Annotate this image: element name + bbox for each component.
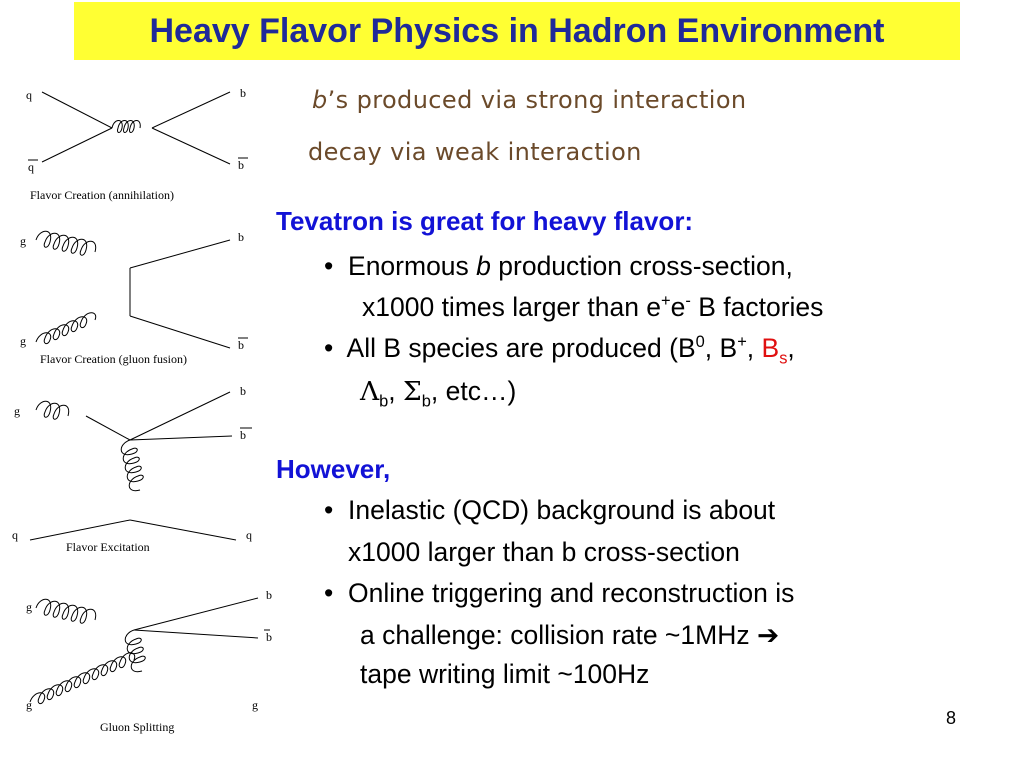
d2-caption: Flavor Creation (gluon fusion) (40, 352, 187, 366)
d3-label-g: g (14, 404, 20, 418)
intro-line-1-text: ’s produced via strong interaction (327, 86, 747, 114)
however-b2-l1: Online triggering and reconstruction is (348, 578, 795, 608)
page-number: 8 (946, 708, 957, 728)
d1-label-bbar: b (238, 158, 244, 172)
however-heading: However, (276, 454, 391, 484)
d4-caption: Gluon Splitting (100, 720, 175, 734)
diagram-annihilation (28, 92, 248, 164)
however-bullet-1 (324, 497, 775, 524)
b1l2-sup1: + (661, 292, 671, 311)
tevatron-bullet-2 (324, 333, 795, 368)
intro-b-italic: b (312, 86, 328, 114)
intro-line-2: decay via weak interaction (308, 138, 642, 166)
b2-supplus: + (737, 333, 747, 352)
intro-line-1 (312, 86, 747, 114)
d4-label-g-top: g (26, 600, 32, 614)
d4-label-g-left: g (26, 698, 32, 712)
d3-label-b: b (240, 384, 246, 398)
b2-mid: , B (704, 333, 738, 363)
d2-label-g-bottom: g (20, 334, 26, 348)
b2-pre: All B species are produced (B (346, 333, 696, 363)
diagram-gluon-fusion (36, 231, 248, 348)
d3-label-q-left: q (12, 528, 18, 542)
b2-end: , (787, 333, 795, 363)
sigma-symbol: Σ (403, 376, 422, 407)
d3-caption: Flavor Excitation (66, 540, 150, 554)
bullet-symbol: • (324, 578, 334, 608)
bullet-1-text: Enormous (348, 251, 477, 281)
tevatron-bullet-1-line-2 (362, 294, 823, 321)
b2-comma: , (746, 333, 762, 363)
tevatron-bullet-1 (324, 253, 793, 280)
tevatron-bullet-2-line-2 (360, 376, 517, 411)
bs-highlight (761, 333, 788, 368)
d1-label-b-top: b (240, 86, 246, 100)
lambda-symbol: Λ (360, 376, 380, 407)
d1-label-q-top: q (26, 88, 32, 102)
lambda-sub: b (379, 392, 389, 411)
d4-label-b: b (266, 588, 272, 602)
d1-caption: Flavor Creation (annihilation) (30, 188, 174, 202)
feynman-diagrams (0, 0, 270, 768)
diagram-gluon-splitting (30, 598, 270, 704)
bullet-1-text-end: production cross-section, (490, 251, 793, 281)
slide-title: Heavy Flavor Physics in Hadron Environment (149, 12, 885, 50)
d2-label-b-top: b (238, 230, 244, 244)
bullet-symbol: • (324, 251, 334, 281)
tevatron-heading: Tevatron is great for heavy flavor: (276, 206, 694, 236)
d2-label-g-top: g (20, 234, 26, 248)
d4-label-g-right: g (252, 698, 258, 712)
bullet-1-b: b (476, 251, 491, 281)
bullet-symbol: • (324, 333, 334, 363)
b1l2-mid: e (670, 292, 686, 322)
however-bullet-2 (324, 580, 794, 607)
d2-label-bbar: b (238, 338, 244, 352)
d4-label-bbar: b (266, 630, 272, 644)
bs-letter: B (761, 333, 780, 363)
bs-sub: s (779, 349, 788, 368)
b2-sup0: 0 (695, 333, 705, 352)
b1l2-post: B factories (690, 292, 824, 322)
however-b2-l3: tape writing limit ~100Hz (360, 659, 650, 689)
however-b1-l1: Inelastic (QCD) background is about (348, 495, 776, 525)
sigma-sub: b (421, 392, 431, 411)
b2l2-post: , etc…) (430, 376, 517, 406)
diagram-flavor-excitation (30, 392, 252, 540)
d3-label-bbar: b (240, 428, 246, 442)
b1l2-sup2: - (685, 292, 691, 311)
d1-label-qbar: q (28, 160, 34, 174)
b1l2-pre: x1000 times larger than e (362, 292, 662, 322)
however-b2-l2: a challenge: collision rate ~1MHz ➔ (360, 620, 780, 650)
d3-label-q-right: q (246, 528, 252, 542)
however-b1-l2: x1000 larger than b cross-section (348, 537, 740, 567)
bullet-symbol: • (324, 495, 334, 525)
b2l2-sep: , (388, 376, 404, 406)
